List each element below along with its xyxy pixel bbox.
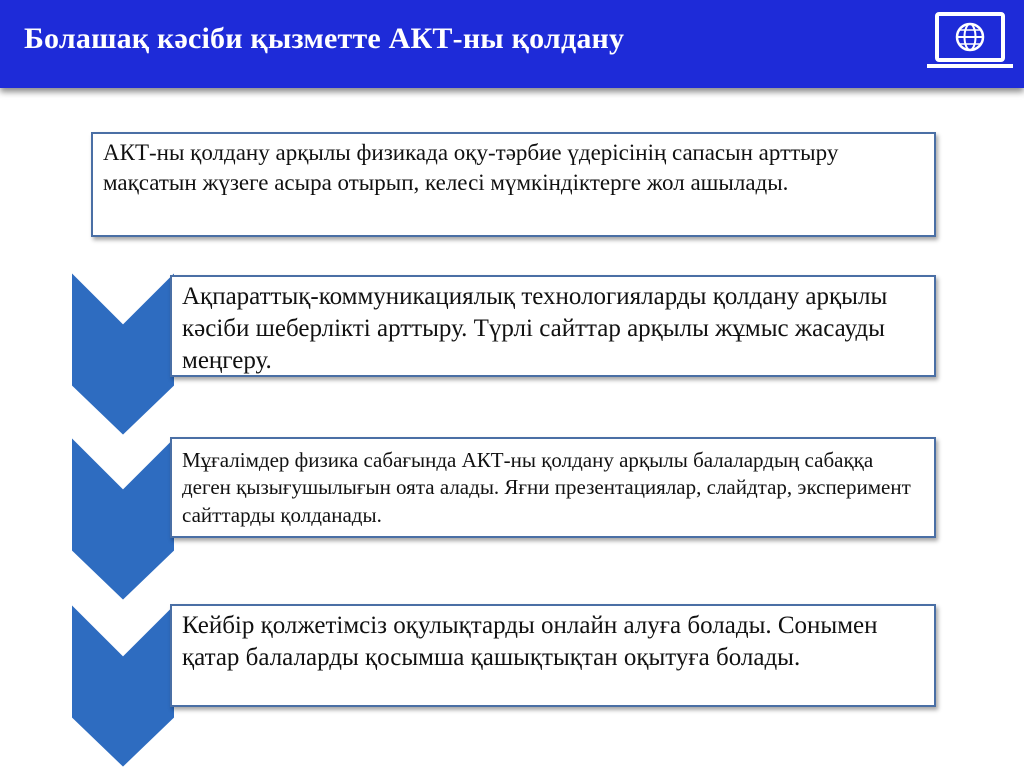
list-item-text: Мұғалімдер физика сабағында АКТ-ны қолдану арқылы балалардың сабаққа деген қызығушылығын оята алады. Яғни презентациялар, слайдтар, эксперимент сайттарды қолданады. — [182, 448, 911, 527]
intro-text: АКТ-ны қолдану арқылы физикада оқу-тәрбие үдерісінің сапасын арттыру мақсатын жүзеге асыра отырып, келесі мүмкіндіктерге жол ашылады. — [103, 140, 839, 195]
chevron-down-icon — [68, 433, 178, 603]
slide-header — [0, 0, 1024, 88]
list-item-text: Ақпараттық-коммуникациялық технологияларды қолдану арқылы кәсіби шеберлікті арттыру. Түрлі сайттар арқылы жұмыс жасауды меңгеру. — [182, 283, 888, 374]
list-item — [170, 437, 936, 538]
chevron-down-icon — [68, 268, 178, 438]
list-item — [170, 604, 936, 707]
list-item-text: Кейбір қолжетімсіз оқулықтарды онлайн алуға болады. Сонымен қатар балаларды қосымша қашықтықтан оқытуға болады. — [182, 612, 878, 671]
laptop-globe-icon — [925, 12, 1015, 72]
chevron-down-icon — [68, 600, 178, 770]
intro-box — [91, 132, 936, 237]
slide-title: Болашақ кәсіби қызметте АКТ-ны қолдану — [24, 22, 625, 55]
list-item — [170, 275, 936, 377]
